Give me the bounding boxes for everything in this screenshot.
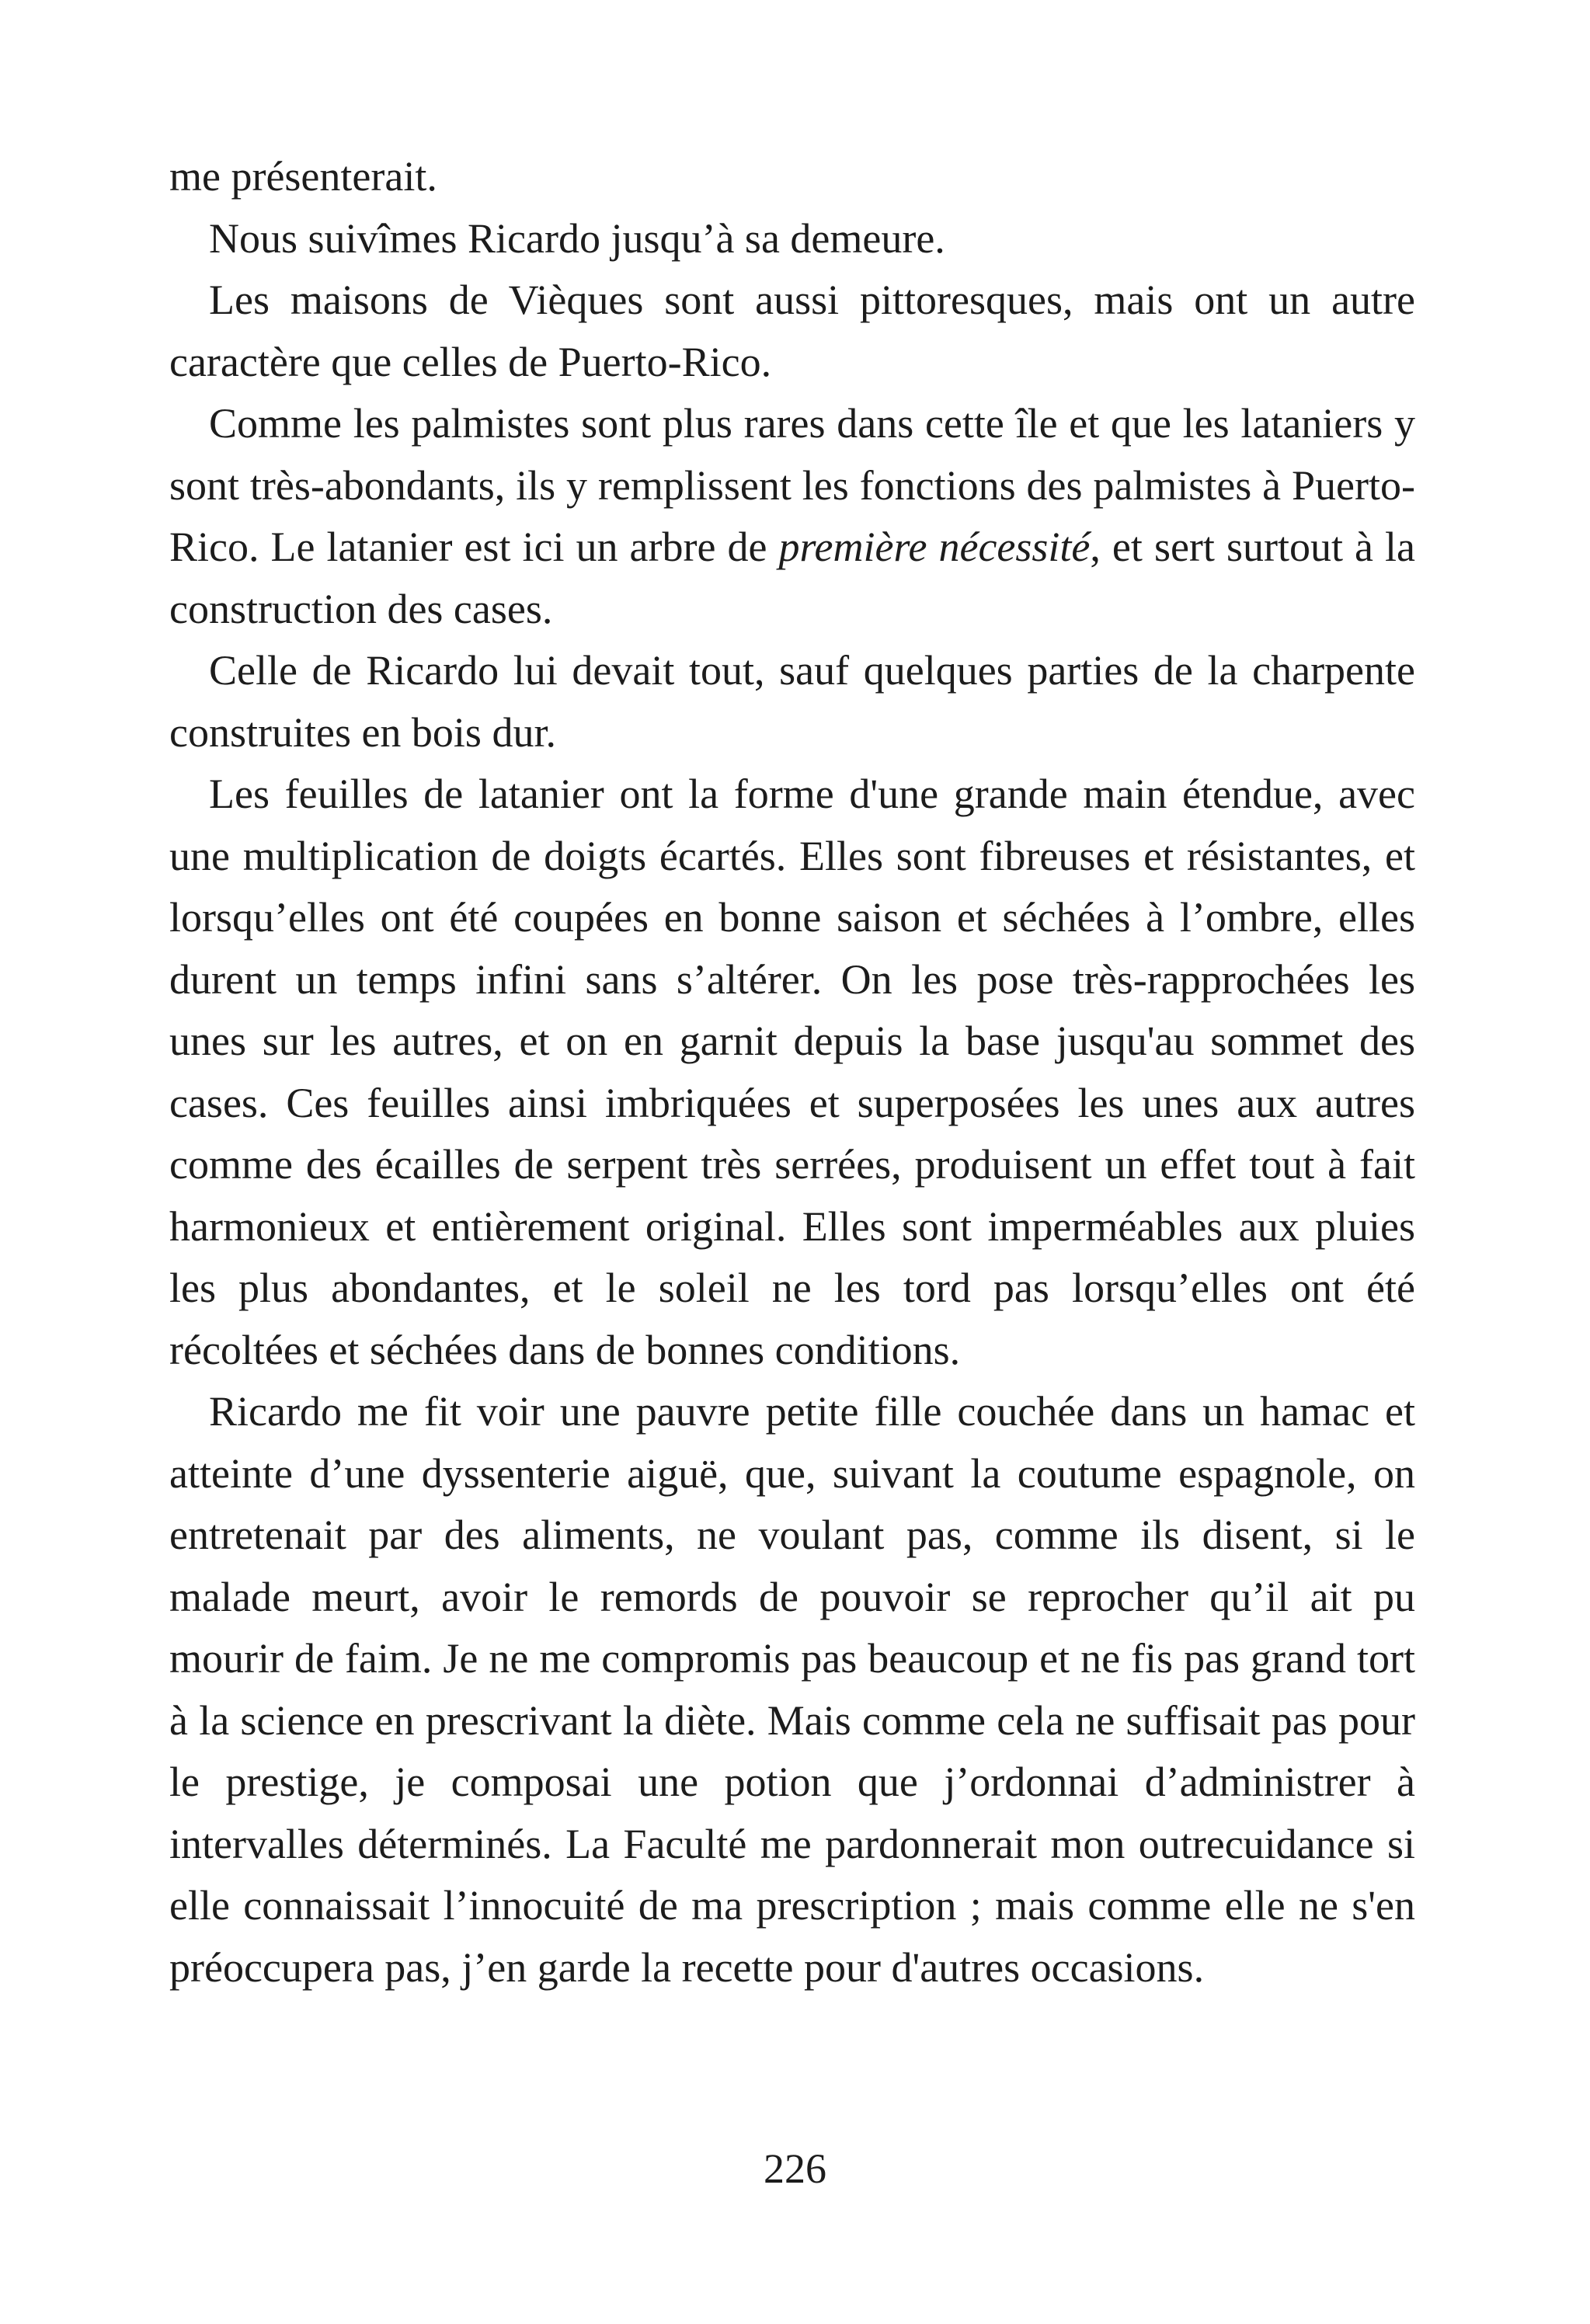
page-number: 226 <box>764 2145 826 2192</box>
paragraph: Ricardo me fit voir une pauvre petite fille couchée dans un hamac et atteinte d’une dyssenterie aiguë, que, suivant la coutume espagnole, on entretenait par des aliments, ne voulant pas, comme ils disent, si le malade meurt, avoir le remords de pouvoir se reprocher qu’il ait pu mourir de faim. Je ne me compromis pas beaucoup et ne fis pas grand tort à la science en prescrivant la diète. Mais comme cela ne suffisait pas pour le prestige, je composai une potion que j’ordonnai d’administrer à intervalles déterminés. La Faculté me pardonnerait mon outrecuidance si elle connaissait l’innocuité de ma prescription ; mais comme elle ne s'en préoccupera pas, j’en garde la recette pour d'autres occasions. <box>169 1388 1415 1991</box>
italic-phrase: première nécessité <box>778 524 1091 570</box>
paragraph: Celle de Ricardo lui devait tout, sauf quelques parties de la charpente construites en bois dur. <box>169 647 1415 756</box>
paragraph-text: , et sert surtout à la construction des cases. <box>169 524 1415 632</box>
paragraph: Nous suivîmes Ricardo jusqu’à sa demeure. <box>209 214 945 262</box>
body-text <box>169 146 1415 1999</box>
paragraph-continuation: me présenterait. <box>169 153 437 200</box>
paragraph: Les feuilles de latanier ont la forme d'une grande main étendue, avec une multiplication de doigts écartés. Elles sont fibreuses et résistantes, et lorsqu’elles ont été coupées en bonne saison et séchées à l’ombre, elles durent un temps infini sans s’altérer. On les pose très-rapprochées les unes sur les autres, et on en garnit depuis la base jusqu'au sommet des cases. Ces feuilles ainsi imbriquées et superposées les unes aux autres comme des écailles de serpent très serrées, produisent un effet tout à fait harmonieux et entièrement original. Elles sont imperméables aux pluies les plus abondantes, et le soleil ne les tord pas lorsqu’elles ont été récoltées et séchées dans de bonnes conditions. <box>169 771 1415 1373</box>
paragraph-text: Comme les palmistes sont plus rares dans cette île et que les lataniers y sont très-abondants, ils y remplissent les fonctions des palmistes à Puerto-Rico. Le latanier est ici un arbre de <box>169 400 1415 570</box>
paragraph: Les maisons de Vièques sont aussi pittoresques, mais ont un autre caractère que celles de Puerto-Rico. <box>169 277 1415 385</box>
paragraph <box>169 393 1415 640</box>
